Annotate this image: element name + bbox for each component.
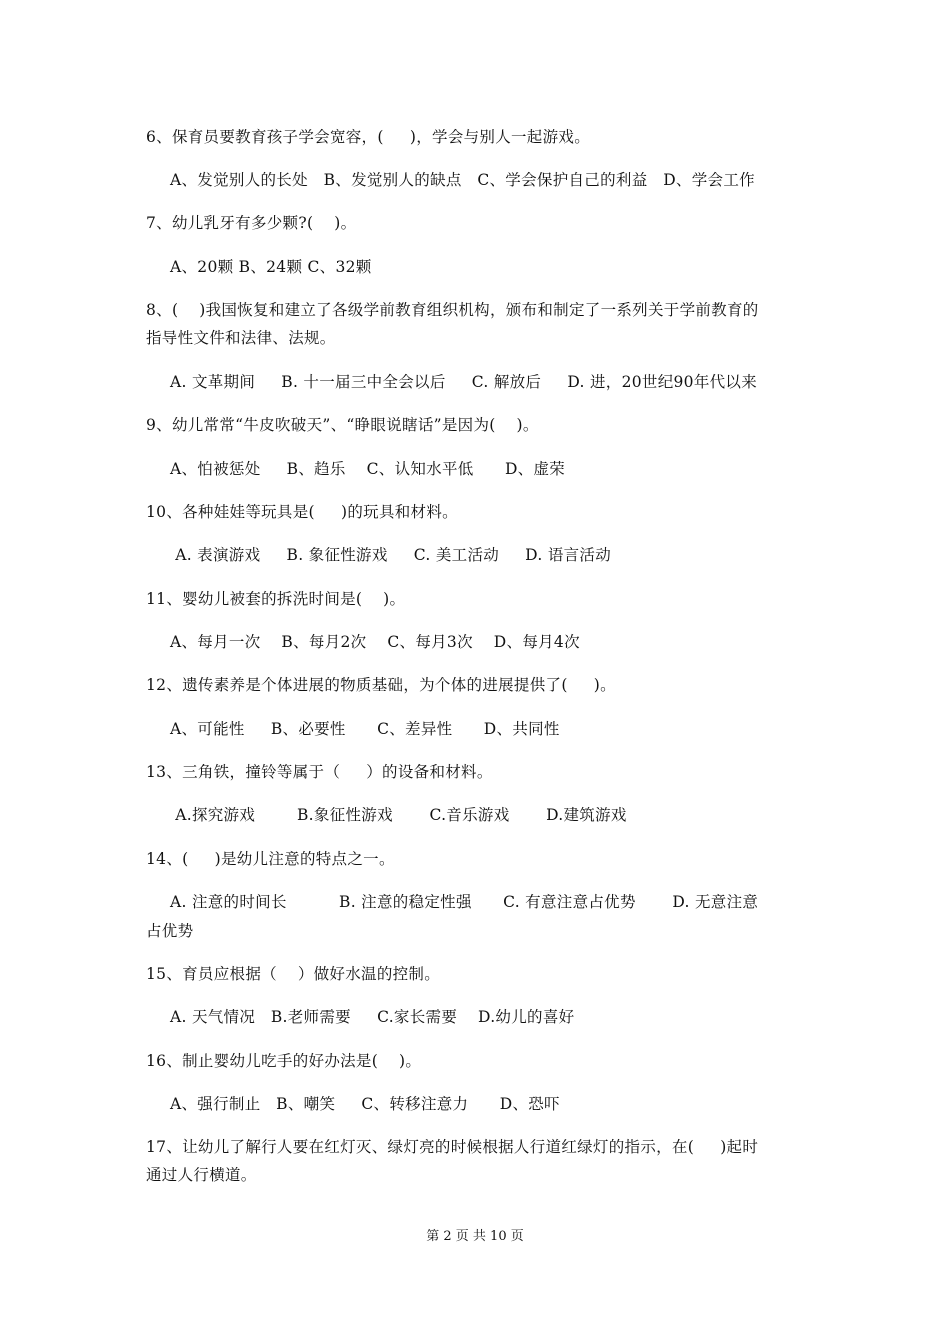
question-13-options: A.探究游戏 B.象征性游戏 C.音乐游戏 D.建筑游戏	[170, 806, 627, 824]
question-10-options: A. 表演游戏 B. 象征性游戏 C. 美工活动 D. 语言活动	[170, 546, 612, 564]
question-17-stem: 17、让幼儿了解行人要在红灯灭、绿灯亮的时候根据人行道红绿灯的指示，在( )起时	[146, 1138, 759, 1156]
question-15-options: A. 天气情况 B.老师需要 C.家长需要 D.幼儿的喜好	[170, 1008, 575, 1026]
question-17-stem-continued: 通过人行横道。	[146, 1166, 257, 1184]
question-15-stem: 15、育员应根据（ ）做好水温的控制。	[146, 965, 441, 983]
question-9-options: A、怕被惩处 B、趋乐 C、认知水平低 D、虚荣	[170, 460, 566, 478]
question-16-options: A、强行制止 B、嘲笑 C、转移注意力 D、恐吓	[170, 1095, 560, 1113]
question-13-stem: 13、三角铁，撞铃等属于（ ）的设备和材料。	[146, 763, 493, 781]
question-8-stem-continued: 指导性文件和法律、法规。	[146, 329, 336, 347]
question-8-options: A. 文革期间 B. 十一届三中全会以后 C. 解放后 D. 进，20世纪90年代以来	[170, 373, 758, 391]
question-7-stem: 7、幼儿乳牙有多少颗?( )。	[146, 214, 357, 232]
question-16-stem: 16、制止婴幼儿吃手的好办法是( )。	[146, 1052, 422, 1070]
question-9-stem: 9、幼儿常常“牛皮吹破天”、“睁眼说瞎话”是因为( )。	[146, 416, 539, 434]
question-10-stem: 10、各种娃娃等玩具是( )的玩具和材料。	[146, 503, 458, 521]
question-12-options: A、可能性 B、必要性 C、差异性 D、共同性	[170, 720, 560, 738]
question-14-stem: 14、( )是幼儿注意的特点之一。	[146, 850, 395, 868]
question-11-options: A、每月一次 B、每月2次 C、每月3次 D、每月4次	[170, 633, 580, 651]
question-8-stem: 8、( )我国恢复和建立了各级学前教育组织机构，颁布和制定了一系列关于学前教育的	[146, 301, 759, 319]
question-11-stem: 11、婴幼儿被套的拆洗时间是( )。	[146, 590, 406, 608]
question-7-options: A、20颗 B、24颗 C、32颗	[170, 258, 372, 276]
question-6-options: A、发觉别人的长处 B、发觉别人的缺点 C、学会保护自己的利益 D、学会工作	[170, 171, 755, 189]
page-number-footer: 第 2 页 共 10 页	[426, 1229, 524, 1244]
question-6-stem: 6、保育员要教育孩子学会宽容，( )，学会与别人一起游戏。	[146, 128, 590, 146]
question-14-options-continued: 占优势	[146, 922, 194, 940]
question-12-stem: 12、遗传素养是个体进展的物质基础，为个体的进展提供了( )。	[146, 676, 616, 694]
question-14-options: A. 注意的时间长 B. 注意的稳定性强 C. 有意注意占优势 D. 无意注意	[170, 893, 759, 911]
